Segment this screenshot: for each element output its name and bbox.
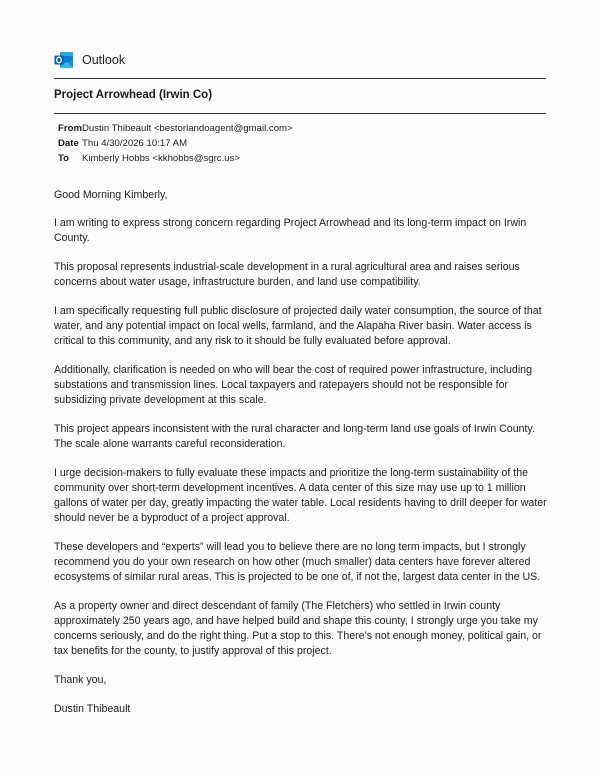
body-paragraph: This proposal represents industrial-scale development in a rural agricultural area and raises serious concerns about water usage, infrastructure burden, and land use compatibility. — [54, 261, 520, 288]
app-name: Outlook — [82, 53, 126, 67]
email-meta — [58, 121, 293, 166]
email-subject: Project Arrowhead (Irwin Co) — [54, 89, 213, 101]
from-value: Dustin Thibeault <bestorlandoagent@gmail.com> — [82, 123, 293, 134]
email-body — [54, 188, 554, 731]
body-paragraph: Additionally, clarification is needed on who will bear the cost of required power infrastructure, including substations and transmission lines. Local taxpayers and ratepayers should not be responsible for subsidizing private development at this scale. — [54, 364, 532, 406]
from-row — [58, 121, 293, 136]
date-row — [58, 136, 293, 151]
body-paragraph: I am specifically requesting full public disclosure of projected daily water consumption, the source of that water, and any potential impact on local wells, farmland, and the Alapaha River basin. Water access is critical to this community, and any risk to it should be fully evaluated before approval. — [54, 305, 542, 347]
to-value: Kimberly Hobbs <kkhobbs@sgrc.us> — [82, 153, 240, 164]
closing: Thank you, — [54, 674, 107, 686]
header-divider — [54, 78, 546, 79]
to-row — [58, 151, 293, 166]
date-value: Thu 4/30/2026 10:17 AM — [82, 138, 188, 149]
body-paragraph: I urge decision-makers to fully evaluate these impacts and prioritize the long-term sustainability of the community over short-term development incentives. A data center of this size may use up to 1 million gallons of water per day, greatly impacting the water table. Local residents having to drill deeper for water should never be a byproduct of a project approval. — [54, 467, 547, 524]
date-label: Date — [58, 138, 79, 149]
body-paragraph: These developers and “experts” will lead you to believe there are no long term impacts, but I strongly recommend you do your own research on how other (much smaller) data centers have forever altered ecosystems of similar rural areas. This is projected to be one of, if not the, largest data center in the US. — [54, 541, 541, 583]
to-label: To — [58, 153, 70, 164]
signature: Dustin Thibeault — [54, 703, 131, 715]
app-header — [54, 50, 125, 70]
body-paragraph: I am writing to express strong concern regarding Project Arrowhead and its long-term impact on Irwin County. — [54, 217, 527, 244]
greeting: Good Morning Kimberly, — [54, 189, 168, 201]
from-label: From — [58, 123, 82, 134]
outlook-logo-icon — [54, 51, 74, 69]
subject-divider — [54, 113, 546, 114]
body-paragraph: This project appears inconsistent with the rural character and long-term land use goals of Irwin County. The scale alone warrants careful reconsideration. — [54, 423, 535, 450]
body-paragraph: As a property owner and direct descendant of family (The Fletchers) who settled in Irwin county approximately 250 years ago, and have helped build and shape this county, I strongly urge you take my concerns seriously, and do the right thing. Put a stop to this. There’s not enough money, political gain, or tax benefits for the county, to justify approval of this project. — [54, 600, 542, 657]
